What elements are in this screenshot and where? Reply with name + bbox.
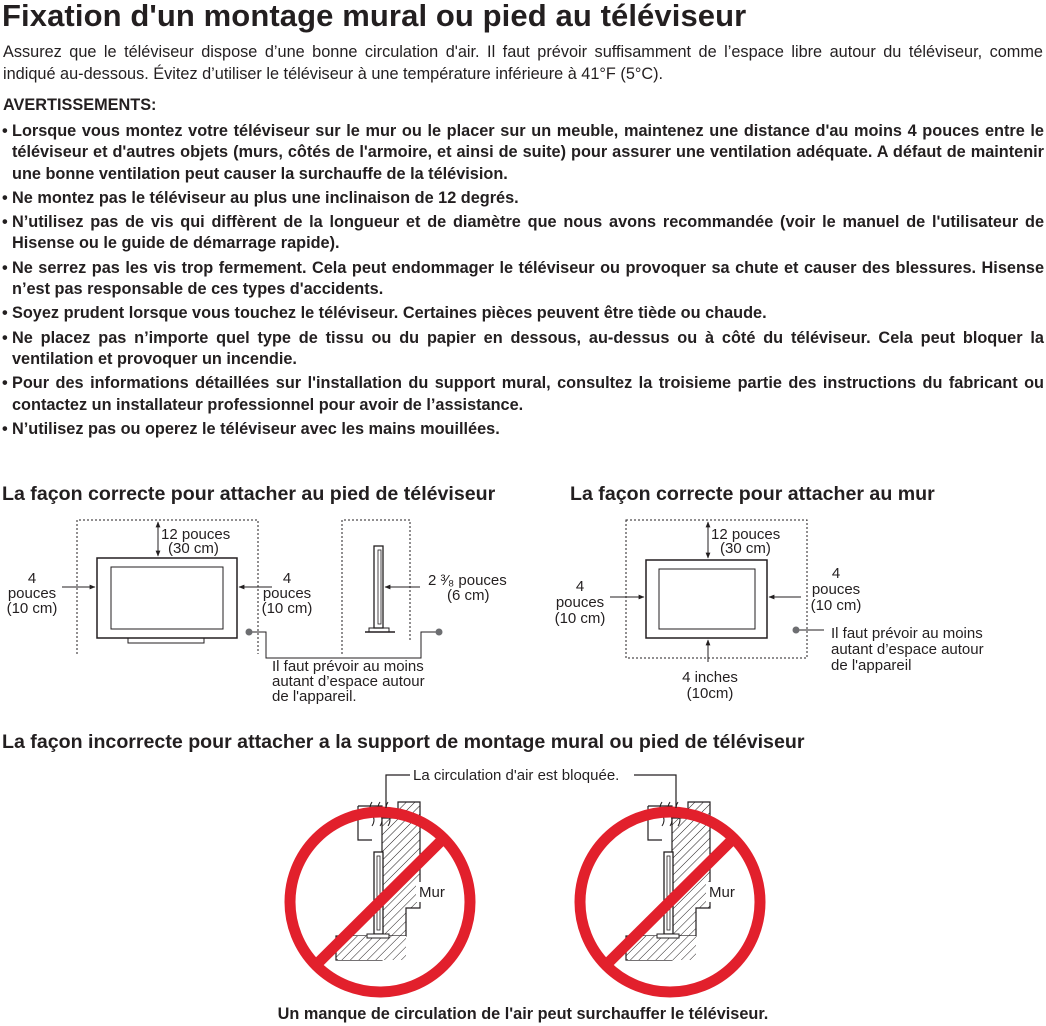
stand-note-line: Il faut prévoir au moins: [272, 658, 424, 675]
warnings-heading: AVERTISSEMENTS:: [3, 96, 157, 114]
intro-paragraph: Assurez que le téléviseur dispose d’une bonne circulation d'air. Il faut prévoir suffisamment de l’espace libre autour du téléviseur, comme indiqué au-dessous. Évitez d’utiliser le téléviseur à une température inférieure à 41°F (5°C).: [3, 43, 1043, 83]
left-gap-value: 4: [27, 570, 37, 587]
footer-note: Un manque de circulation de l'air peut surchauffer le téléviseur.: [277, 1005, 769, 1023]
warning-item: • N’utilisez pas ou operez le téléviseur avec les mains mouillées.: [2, 419, 1044, 440]
stand-note-line: de l'appareil.: [272, 688, 357, 705]
right-gap-unit: pouces: [262, 585, 312, 602]
right-gap-metric: (10 cm): [810, 597, 862, 614]
wall-mount-diagram: [548, 512, 1046, 712]
back-gap-label: 2 ³⁄₈ pouces: [428, 572, 507, 589]
bottom-gap-metric: (10cm): [686, 685, 734, 702]
bottom-gap-label: 4 inches: [682, 669, 738, 686]
top-gap-metric: (30 cm): [720, 540, 771, 557]
left-gap-value: 4: [575, 578, 585, 595]
stand-note-line: autant d’espace autour: [272, 673, 425, 690]
right-gap-value: 4: [282, 570, 292, 587]
top-gap-label: 12 pouces: [161, 526, 231, 543]
warning-item: • Ne montez pas le téléviseur au plus une inclinaison de 12 degrés.: [2, 188, 1044, 209]
dimension-arrows: [610, 522, 801, 662]
incorrect-section-heading: La façon incorrecte pour attacher a la support de montage mural ou pied de téléviseur: [2, 731, 805, 753]
warning-item: • Ne serrez pas les vis trop fermement. Cela peut endommager le téléviseur ou provoquer sa chute et causer des blessures. Hisense n’est pas responsable de ces types d'accidents.: [2, 258, 1044, 301]
tv-wall-view: [646, 560, 767, 638]
warning-item: • Lorsque vous montez votre téléviseur sur le mur ou le placer sur un meuble, maintenez une distance d'au moins 4 pouces entre le téléviseur et d'autres objets (murs, côtés de l'armoire, et ainsi de suite) pour assurer une ventilation adéquate. A défaut de maintenir une bonne ventilation peut causer la surchauffe de la télévision.: [2, 121, 1044, 185]
page-title: Fixation d'un montage mural ou pied au téléviseur: [2, 0, 747, 33]
warning-item: • Pour des informations détaillées sur l'installation du support mural, consultez la troisieme partie des instructions du fabricant ou contactez un installateur professionnel pour avoir de l’assistance.: [2, 373, 1044, 416]
back-gap-metric: (6 cm): [447, 587, 490, 604]
left-gap-unit: pouces: [7, 585, 57, 602]
wall-note-line: Il faut prévoir au moins: [831, 625, 983, 642]
right-gap-metric: (10 cm): [261, 600, 313, 617]
warning-item: • N’utilisez pas de vis qui diffèrent de la longueur et de diamètre que nous avons recommandée (voir le manuel de l'utilisateur de Hisense ou le guide de démarrage rapide).: [2, 212, 1044, 255]
tv-front-view: [97, 558, 237, 643]
warning-item: • Soyez prudent lorsque vous touchez le téléviseur. Certaines pièces peuvent être tiède ou chaude.: [2, 303, 1044, 324]
wall-label: Mur: [709, 884, 735, 901]
top-gap-label: 12 pouces: [711, 526, 781, 543]
warnings-list: [2, 121, 1044, 443]
wall-label: Mur: [419, 884, 445, 901]
dimension-arrows: [62, 522, 420, 587]
right-gap-unit: pouces: [811, 581, 861, 598]
stand-mount-diagram: [0, 512, 560, 712]
top-gap-metric: (30 cm): [168, 540, 219, 557]
wall-section-heading: La façon correcte pour attacher au mur: [570, 483, 935, 505]
incorrect-mount-diagram: [270, 760, 800, 998]
airflow-blocked-label: La circulation d'air est bloquée.: [413, 767, 620, 784]
note-connector: [246, 629, 443, 659]
wall-note-line: autant d’espace autour: [831, 641, 984, 658]
stand-section-heading: La façon correcte pour attacher au pied de téléviseur: [2, 483, 496, 505]
left-gap-metric: (10 cm): [554, 610, 606, 627]
left-gap-unit: pouces: [555, 594, 605, 611]
warning-item: • Ne placez pas n’importe quel type de tissu ou du papier en dessous, au-dessus ou à côté du téléviseur. Cela peut bloquer la ventilation et provoquer un incendie.: [2, 328, 1044, 371]
left-gap-metric: (10 cm): [6, 600, 58, 617]
tv-side-view: [365, 546, 395, 632]
note-connector: [793, 627, 825, 634]
right-gap-value: 4: [831, 565, 841, 582]
wall-note-line: de l'appareil: [831, 657, 912, 674]
